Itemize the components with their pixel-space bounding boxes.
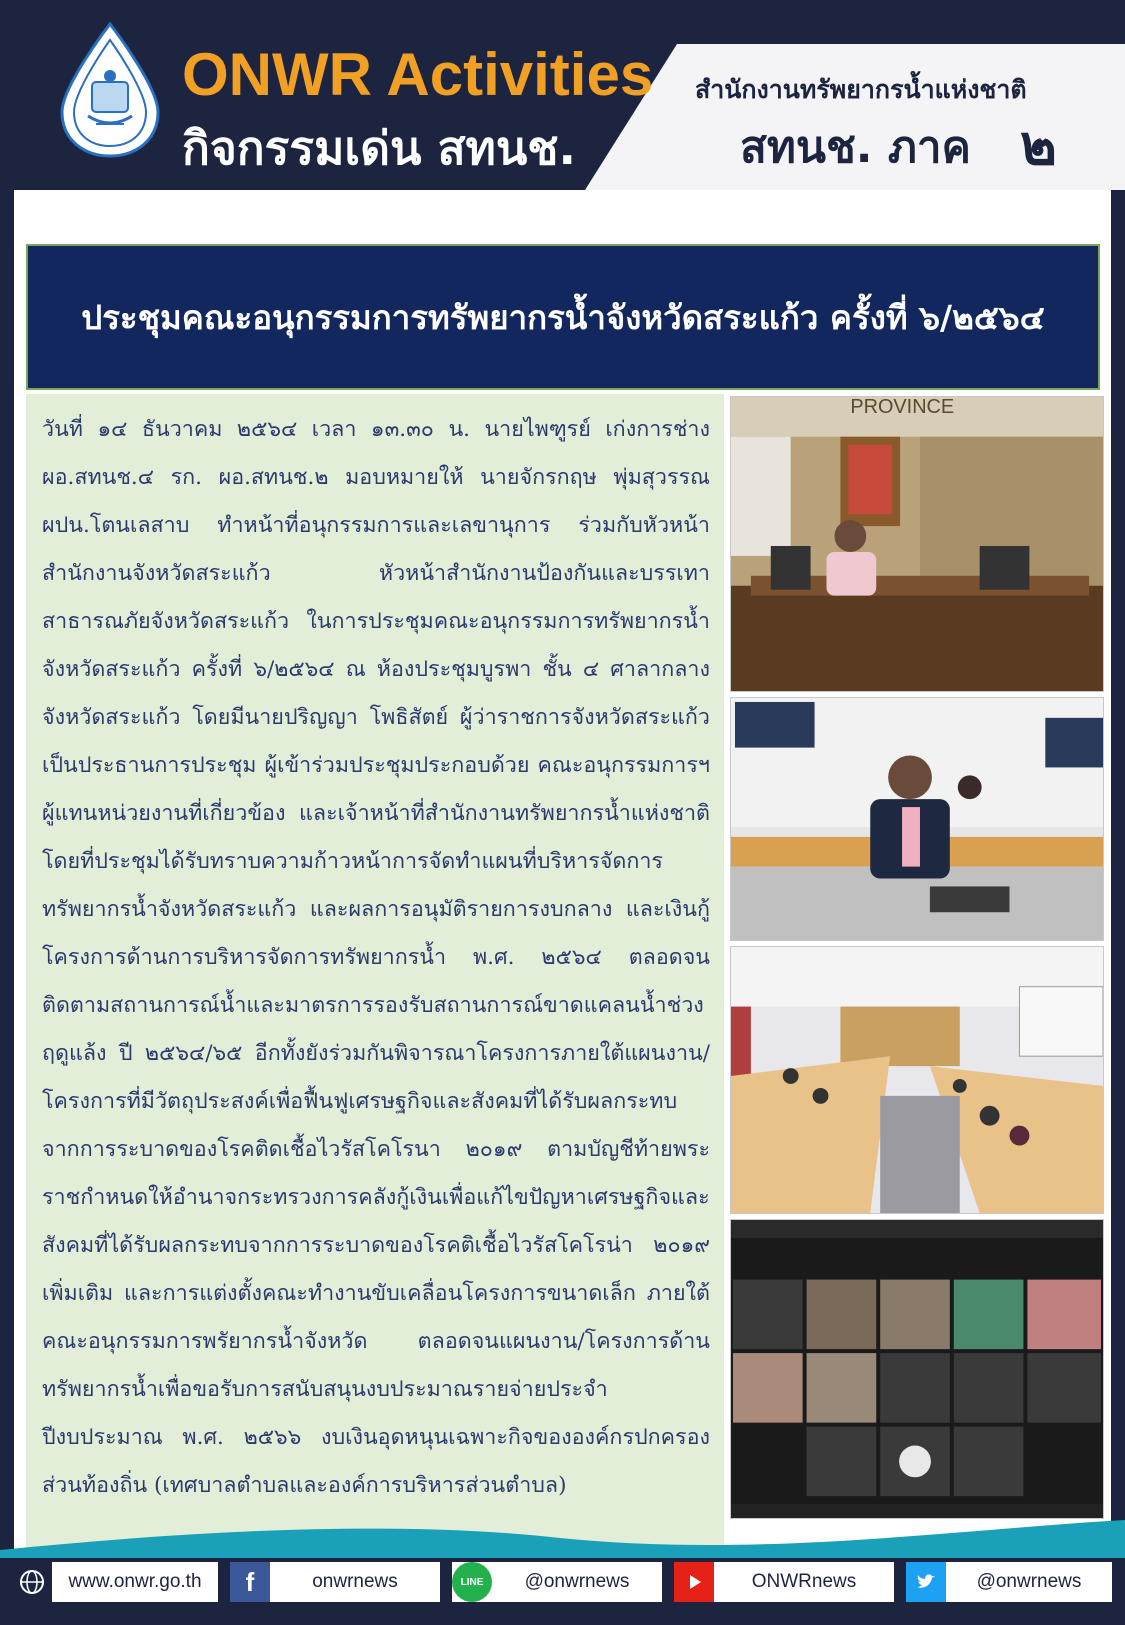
header-title-th: กิจกรรมเด่น สทนช. bbox=[182, 121, 576, 175]
headline-banner bbox=[26, 244, 1100, 390]
photo-video-conference-grid bbox=[730, 1219, 1104, 1519]
photo-attendee-online-screen bbox=[730, 697, 1104, 941]
region-number: ๒ bbox=[1020, 113, 1057, 178]
article-box bbox=[26, 394, 724, 1558]
onwr-logo-icon bbox=[52, 20, 168, 160]
footer-link-label: ONWRnews bbox=[751, 1571, 857, 1592]
region-label: สทนช. ภาค bbox=[740, 122, 971, 173]
footer-link-website[interactable] bbox=[12, 1562, 218, 1602]
footer-link-facebook[interactable] bbox=[230, 1562, 440, 1602]
footer-link-line[interactable] bbox=[452, 1562, 662, 1602]
footer-link-label: @onwrnews bbox=[976, 1571, 1082, 1592]
header-title-en: ONWR Activities bbox=[182, 41, 654, 108]
facebook-icon: f bbox=[230, 1562, 270, 1602]
twitter-icon bbox=[906, 1562, 946, 1602]
article-body: วันที่ ๑๔ ธันวาคม ๒๕๖๔ เวลา ๑๓.๓๐ น. นายไพฑูรย์ เก่งการช่าง ผอ.สทนช.๔ รก. ผอ.สทนช.๒ มอบหมายให้ นายจักรกฤษ พุ่มสุวรรณ ผปน.โตนเลสาบ ทำหน้าที่อนุกรรมการและเลขานุการ ร่วมกับหัวหน้าสำนักงานจังหวัดสระแก้ว หัวหน้าสำนักงานป้องกันและบรรเทาสาธารณภัยจังหวัดสระแก้ว ในการประชุมคณะอนุกรรมการทรัพยากรน้ำจังหวัดสระแก้ว ครั้งที่ ๖/๒๕๖๔ ณ ห้องประชุมบูรพา ชั้น ๔ ศาลากลางจังหวัดสระแก้ว โดยมีนายปริญญา โพธิสัตย์ ผู้ว่าราชการจังหวัดสระแก้ว เป็นประธานการประชุม ผู้เข้าร่วมประชุมประกอบด้วย คณะอนุกรรมการฯ ผู้แทนหน่วยงานที่เกี่ยวข้อง และเจ้าหน้าที่สำนักงานทรัพยากรน้ำแห่งชาติ โดยที่ประชุมได้รับทราบความก้าวหน้าการจัดทำแผนที่บริหารจัดการทรัพยากรน้ำจังหวัดสระแก้ว และผลการอนุมัติรายการงบกลาง และเงินกู้โครงการด้านการบริหารจัดการทรัพยากรน้ำ พ.ศ. ๒๕๖๔ ตลอดจนติดตามสถานการณ์น้ำและมาตรการรองรับสถานการณ์ขาดแคลนน้ำช่วงฤดูแล้ง ปี ๒๕๖๔/๖๕ อีกทั้งยังร่วมกันพิจารณาโครงการภายใต้แผนงาน/โครงการที่มีวัตถุประสงค์เพื่อฟื้นฟูเศรษฐกิจและสังคมที่ได้รับผลกระทบจากการระบาดของโรคติดเชื้อไวรัสโคโรนา ๒๐๑๙ ตามบัญชีท้ายพระราชกำหนดให้อำนาจกระทรวงการคลังกู้เงินเพื่อแก้ไขปัญหาเศรษฐกิจและสังคมที่ได้รับผลกระทบจากการระบาดของโรคติเชื้อไวรัสโคโรน่า ๒๐๑๙ เพิ่มเติม และการแต่งตั้งคณะทำงานขับเคลื่อนโครงการขนาดเล็ก ภายใต้คณะอนุกรรมการพรัยากรน้ำจังหวัด ตลอดจนแผนงาน/โครงการด้านทรัพยากรน้ำเพื่อขอรับการสนับสนุนงบประมาณรายจ่ายประจำปีงบประมาณ พ.ศ. ๒๕๖๖ งบเงินอุดหนุนเฉพาะกิจขององค์กรปกครองส่วนท้องถิ่น (เทศบาลตำบลและองค์การบริหารส่วนตำบล) bbox=[42, 417, 710, 1498]
footer-link-label: www.onwr.go.th bbox=[68, 1571, 202, 1592]
photo-conference-room-wide bbox=[730, 946, 1104, 1214]
footer-link-twitter[interactable] bbox=[906, 1562, 1112, 1602]
photo-wall-sign: PROVINCE bbox=[850, 397, 955, 418]
footer-wave bbox=[0, 1520, 1125, 1560]
footer-link-label: @onwrnews bbox=[524, 1571, 630, 1592]
org-name: สำนักงานทรัพยากรน้ำแห่งชาติ bbox=[695, 75, 1027, 104]
photo-chairman-meeting-room bbox=[730, 396, 1104, 692]
footer-link-youtube[interactable] bbox=[674, 1562, 894, 1602]
line-icon: LINE bbox=[452, 1562, 492, 1602]
youtube-icon bbox=[674, 1562, 714, 1602]
globe-icon bbox=[12, 1562, 52, 1602]
headline-title: ประชุมคณะอนุกรรมการทรัพยากรน้ำจังหวัดสระแก้ว ครั้งที่ ๖/๒๕๖๔ bbox=[81, 297, 1045, 337]
footer-link-label: onwrnews bbox=[312, 1571, 398, 1592]
